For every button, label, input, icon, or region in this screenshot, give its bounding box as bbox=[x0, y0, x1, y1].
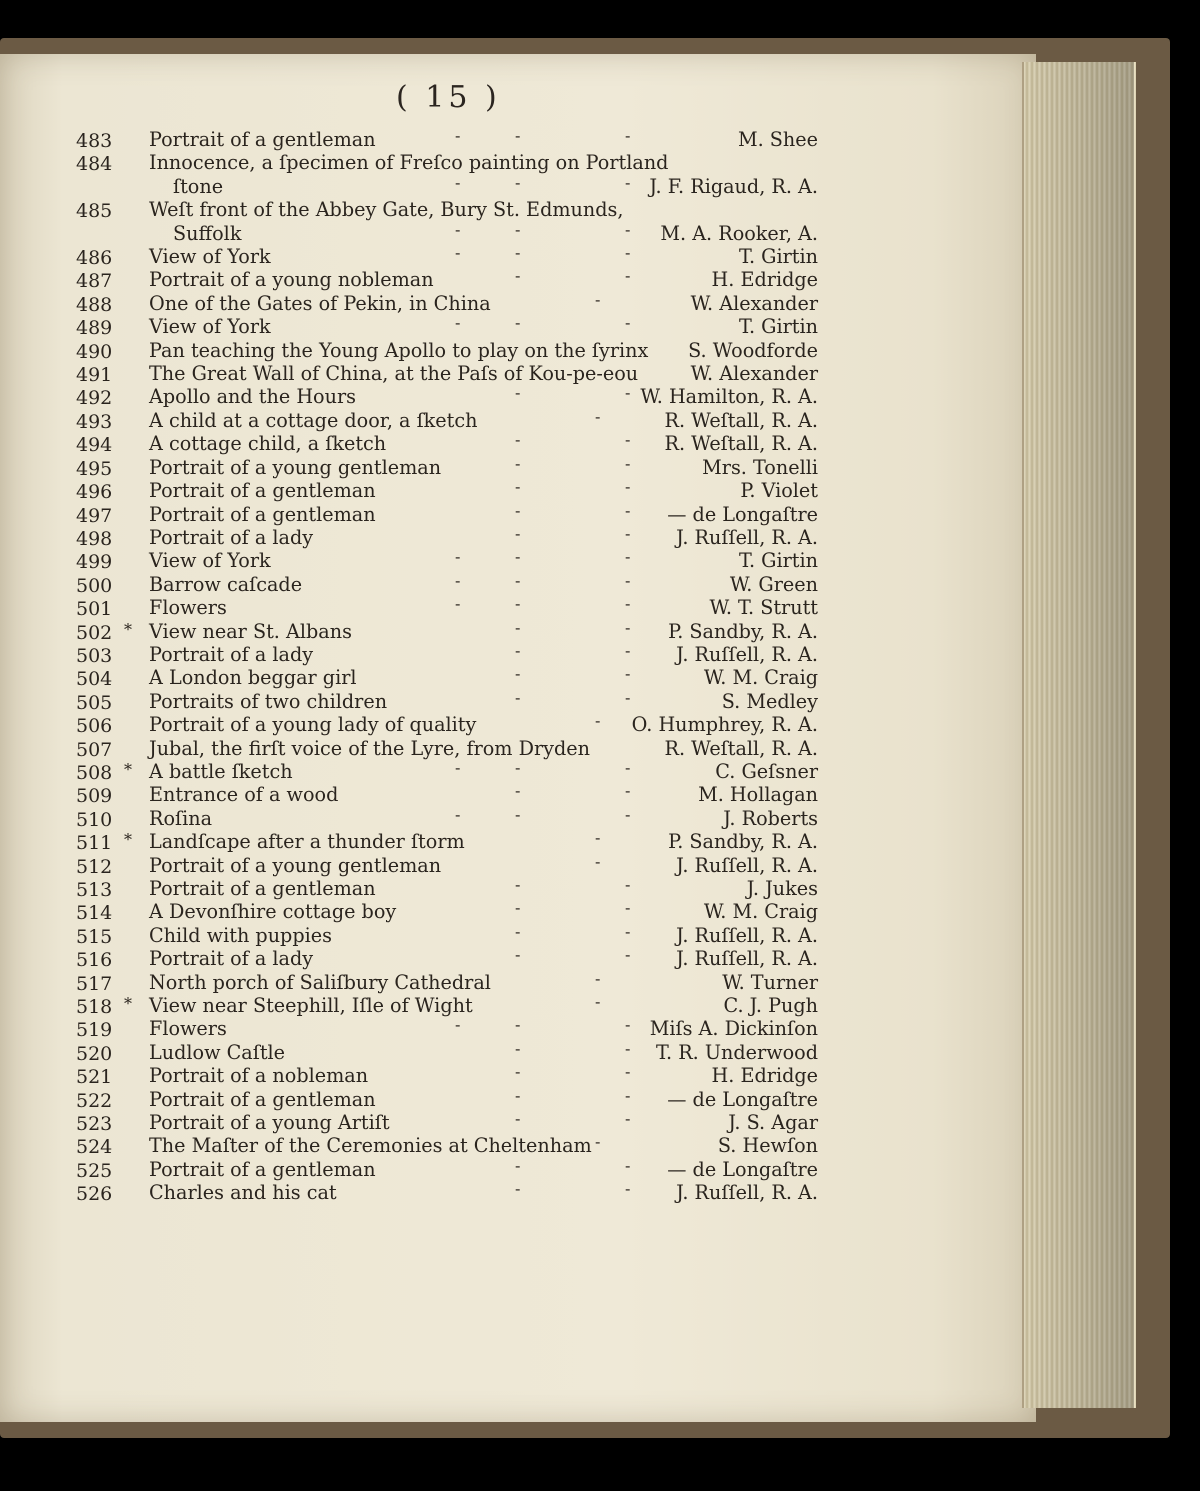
leader-dash: - bbox=[625, 757, 631, 777]
artist-name: M. Shee bbox=[737, 128, 818, 151]
leader-dash: - bbox=[595, 992, 601, 1012]
entry-number: 486 bbox=[76, 247, 113, 270]
catalogue-entry bbox=[0, 687, 1036, 714]
leader-dash: - bbox=[625, 640, 631, 660]
entry-number: 510 bbox=[76, 808, 113, 831]
leader-dash: - bbox=[625, 687, 631, 707]
leader-dash: - bbox=[625, 945, 631, 965]
leader-dash: - bbox=[515, 500, 521, 520]
entry-title: Landſcape after a thunder ſtorm bbox=[149, 830, 465, 854]
catalogue-entry bbox=[0, 617, 1036, 644]
artist-name: T. Girtin bbox=[738, 245, 818, 269]
entry-number: 522 bbox=[76, 1089, 113, 1112]
catalogue-entry bbox=[0, 1181, 1036, 1204]
leader-dash: - bbox=[625, 1155, 631, 1175]
leader-dash: - bbox=[515, 172, 521, 192]
entry-title: Portrait of a gentleman bbox=[149, 1087, 376, 1111]
leader-dash: - bbox=[625, 500, 631, 520]
leader-dash: - bbox=[515, 945, 521, 965]
leader-dash: - bbox=[515, 757, 521, 777]
entry-number: 492 bbox=[76, 387, 113, 410]
catalogue-entry bbox=[0, 804, 1036, 831]
leader-dash: - bbox=[625, 477, 631, 497]
entry-title: Weſt front of the Abbey Gate, Bury St. Edmunds, bbox=[149, 198, 624, 222]
catalogue-entry bbox=[0, 1111, 1036, 1134]
leader-dash: - bbox=[455, 219, 461, 239]
leader-dash: - bbox=[515, 523, 521, 543]
entry-number: 502 bbox=[76, 621, 113, 644]
leader-dash: - bbox=[625, 126, 631, 145]
catalogue-entry bbox=[0, 947, 1036, 970]
entry-title: View of York bbox=[149, 549, 271, 573]
entry-number: 495 bbox=[76, 457, 113, 480]
entry-title: A Devonſhire cottage boy bbox=[149, 900, 397, 924]
leader-dash: - bbox=[515, 570, 521, 590]
artist-name: J. Jukes bbox=[746, 877, 818, 900]
leader-dash: - bbox=[595, 968, 601, 988]
entry-title: Child with puppies bbox=[149, 923, 332, 947]
leader-dash: - bbox=[515, 594, 521, 614]
artist-name: S. Woodforde bbox=[688, 338, 818, 362]
leader-dash: - bbox=[515, 126, 521, 145]
leader-dash: - bbox=[515, 266, 521, 286]
artist-name: J. Ruſſell, R. A. bbox=[676, 642, 818, 666]
leader-dash: - bbox=[625, 219, 631, 239]
entry-title: Portrait of a gentleman bbox=[149, 502, 376, 526]
entry-title: Jubal, the firſt voice of the Lyre, from Dryden bbox=[149, 736, 590, 760]
catalogue-entry bbox=[0, 666, 1036, 689]
catalogue-entry bbox=[0, 737, 1036, 760]
artist-name: M. A. Rooker, A. bbox=[660, 221, 818, 245]
catalogue-entry bbox=[0, 830, 1036, 853]
entry-title: Suffolk bbox=[173, 221, 242, 245]
leader-dash: - bbox=[515, 430, 521, 450]
entry-number: 483 bbox=[76, 130, 113, 152]
leader-dash: - bbox=[515, 477, 521, 497]
catalogue-entry bbox=[0, 128, 1036, 151]
entry-number: 518 bbox=[76, 996, 113, 1019]
catalogue-entry bbox=[0, 268, 1036, 291]
entry-title: Portrait of a gentleman bbox=[149, 128, 376, 151]
catalogue-entry bbox=[0, 877, 1036, 900]
entry-title: Charles and his cat bbox=[149, 1181, 337, 1205]
entry-title: A cottage child, a ſketch bbox=[149, 432, 387, 456]
entry-number: 496 bbox=[76, 481, 113, 504]
leader-dash: - bbox=[625, 430, 631, 450]
leader-dash: - bbox=[625, 617, 631, 637]
entry-title: Portrait of a young nobleman bbox=[149, 268, 434, 292]
leader-dash: - bbox=[595, 289, 601, 309]
page-number: ( 15 ) bbox=[396, 80, 501, 115]
artist-name: P. Sandby, R. A. bbox=[668, 619, 818, 643]
entry-title: Barrow caſcade bbox=[149, 572, 303, 596]
entry-title: The Great Wall of China, at the Paſs of Kou-pe-eou bbox=[149, 362, 639, 386]
entry-number: 501 bbox=[76, 598, 113, 621]
leader-dash: - bbox=[455, 570, 461, 590]
leader-dash: - bbox=[515, 898, 521, 918]
artist-name: — de Longaſtre bbox=[667, 1157, 818, 1181]
catalogue-entry bbox=[0, 1155, 1036, 1182]
artist-name: R. Weſtall, R. A. bbox=[664, 736, 818, 760]
entry-title: View near St. Albans bbox=[149, 619, 352, 643]
artist-name: O. Humphrey, R. A. bbox=[631, 713, 818, 737]
leader-dash: - bbox=[625, 1109, 631, 1129]
artist-name: S. Medley bbox=[721, 689, 818, 713]
leader-dash: - bbox=[515, 383, 521, 403]
leader-dash: - bbox=[515, 640, 521, 660]
artist-name: J. Ruſſell, R. A. bbox=[676, 923, 818, 947]
leader-dash: - bbox=[515, 781, 521, 801]
entry-title: View near Steephill, Iſle of Wight bbox=[149, 994, 473, 1018]
catalogue-entry bbox=[0, 851, 1036, 878]
asterisk-mark: * bbox=[124, 830, 132, 850]
page-edges-shadow bbox=[1022, 62, 1134, 1408]
entry-title: Entrance of a wood bbox=[149, 783, 339, 807]
leader-dash: - bbox=[625, 1085, 631, 1105]
leader-dash: - bbox=[595, 406, 601, 426]
leader-dash: - bbox=[515, 1015, 521, 1035]
leader-dash: - bbox=[625, 1062, 631, 1082]
entry-number: 517 bbox=[76, 972, 113, 995]
leader-dash: - bbox=[625, 594, 631, 614]
entry-number: 498 bbox=[76, 527, 113, 550]
artist-name: J. Ruſſell, R. A. bbox=[676, 853, 818, 877]
leader-dash: - bbox=[455, 172, 461, 192]
leader-dash: - bbox=[455, 1015, 461, 1035]
entry-number: 505 bbox=[76, 691, 113, 714]
leader-dash: - bbox=[515, 453, 521, 473]
artist-name: J. F. Rigaud, R. A. bbox=[649, 174, 818, 198]
entry-number: 520 bbox=[76, 1042, 113, 1065]
artist-name: T. Girtin bbox=[738, 315, 818, 339]
catalogue-entry bbox=[0, 757, 1036, 784]
artist-name: W. Green bbox=[729, 572, 818, 596]
catalogue-entry bbox=[0, 523, 1036, 550]
entry-title: Portraits of two children bbox=[149, 689, 388, 713]
entry-number: 506 bbox=[76, 715, 113, 738]
leader-dash: - bbox=[515, 219, 521, 239]
entry-title: Portrait of a nobleman bbox=[149, 1064, 369, 1088]
leader-dash: - bbox=[515, 243, 521, 263]
entry-title: Portrait of a young gentleman bbox=[149, 455, 442, 479]
leader-dash: - bbox=[515, 875, 521, 894]
leader-dash: - bbox=[625, 313, 631, 333]
artist-name: R. Weſtall, R. A. bbox=[664, 432, 818, 456]
catalogue-entry bbox=[0, 994, 1036, 1017]
catalogue-entry bbox=[0, 432, 1036, 455]
entry-title: Pan teaching the Young Apollo to play on the ſyrinx bbox=[149, 338, 649, 362]
artist-name: M. Hollagan bbox=[698, 783, 818, 807]
catalogue-entry bbox=[0, 479, 1036, 502]
artist-name: T. R. Underwood bbox=[656, 1040, 818, 1064]
leader-dash: - bbox=[625, 804, 631, 824]
entry-number: 507 bbox=[76, 738, 113, 761]
catalogue-entry bbox=[0, 453, 1036, 480]
leader-dash: - bbox=[515, 1155, 521, 1175]
leader-dash: - bbox=[455, 313, 461, 333]
leader-dash: - bbox=[515, 1109, 521, 1129]
entry-title: Portrait of a young gentleman bbox=[149, 853, 442, 877]
entry-title: Apollo and the Hours bbox=[149, 385, 356, 409]
leader-dash: - bbox=[625, 664, 631, 684]
leader-dash: - bbox=[455, 594, 461, 614]
entry-number: 514 bbox=[76, 902, 113, 925]
artist-name: W. T. Strutt bbox=[709, 596, 818, 620]
entry-number: 485 bbox=[76, 200, 113, 223]
asterisk-mark: * bbox=[124, 759, 132, 779]
entry-title: A child at a cottage door, a ſketch bbox=[149, 408, 478, 432]
asterisk-mark: * bbox=[124, 619, 132, 639]
leader-dash: - bbox=[515, 617, 521, 637]
entry-number: 503 bbox=[76, 644, 113, 667]
leader-dash: - bbox=[595, 851, 601, 871]
leader-dash: - bbox=[515, 921, 521, 941]
entry-title: View of York bbox=[149, 245, 271, 269]
entry-number: 489 bbox=[76, 317, 113, 340]
artist-name: Mrs. Tonelli bbox=[702, 455, 818, 479]
artist-name: Miſs A. Dickinſon bbox=[649, 1017, 818, 1041]
entry-title: Flowers bbox=[149, 596, 227, 620]
entry-title: Portrait of a gentleman bbox=[149, 479, 376, 503]
leader-dash: - bbox=[515, 1085, 521, 1105]
catalogue-entry bbox=[0, 289, 1036, 316]
entry-number: 513 bbox=[76, 879, 113, 901]
catalogue-entry bbox=[0, 315, 1036, 338]
catalogue-entry bbox=[0, 362, 1036, 385]
leader-dash: - bbox=[625, 1179, 631, 1199]
artist-name: T. Girtin bbox=[738, 549, 818, 573]
entry-title: A London beggar girl bbox=[149, 666, 357, 690]
catalogue-entry bbox=[0, 339, 1036, 362]
entry-title: Innocence, a ſpecimen of Freſco painting on Portland bbox=[149, 151, 669, 175]
catalogue-entry bbox=[0, 219, 1036, 245]
leader-dash: - bbox=[625, 243, 631, 263]
artist-name: J. S. Agar bbox=[728, 1111, 818, 1135]
entry-number: 515 bbox=[76, 925, 113, 948]
catalogue-entry bbox=[0, 172, 1036, 198]
artist-name: W. Alexander bbox=[690, 291, 818, 315]
artist-name: H. Edridge bbox=[711, 1064, 818, 1088]
entry-number: 487 bbox=[76, 270, 113, 293]
catalogue-entry bbox=[0, 198, 1036, 221]
artist-name: S. Hewſon bbox=[717, 1134, 818, 1158]
leader-dash: - bbox=[515, 1038, 521, 1058]
leader-dash: - bbox=[625, 898, 631, 918]
leader-dash: - bbox=[625, 921, 631, 941]
entry-number: 525 bbox=[76, 1159, 113, 1182]
leader-dash: - bbox=[515, 1062, 521, 1082]
artist-name: W. Hamilton, R. A. bbox=[640, 385, 818, 409]
leader-dash: - bbox=[595, 711, 601, 731]
leader-dash: - bbox=[625, 1015, 631, 1035]
entry-number: 526 bbox=[76, 1183, 113, 1206]
asterisk-mark: * bbox=[124, 994, 132, 1014]
entry-title: Portrait of a lady bbox=[149, 947, 314, 971]
entry-number: 499 bbox=[76, 551, 113, 574]
entry-title: Portrait of a gentleman bbox=[149, 1157, 376, 1181]
entry-title: Ludlow Caſtle bbox=[149, 1040, 286, 1064]
entry-number: 521 bbox=[76, 1066, 113, 1089]
leader-dash: - bbox=[455, 243, 461, 263]
leader-dash: - bbox=[455, 547, 461, 567]
catalogue-entry bbox=[0, 783, 1036, 806]
entry-number: 497 bbox=[76, 504, 113, 527]
catalogue-entry bbox=[0, 1038, 1036, 1065]
entry-title: North porch of Saliſbury Cathedral bbox=[149, 970, 491, 994]
artist-name: H. Edridge bbox=[711, 268, 818, 292]
entry-number: 500 bbox=[76, 574, 113, 597]
entry-number: 524 bbox=[76, 1136, 113, 1159]
leader-dash: - bbox=[625, 1038, 631, 1058]
entry-number: 504 bbox=[76, 668, 113, 691]
entry-number: 491 bbox=[76, 364, 113, 387]
artist-name: J. Ruſſell, R. A. bbox=[676, 947, 818, 971]
artist-name: W. Turner bbox=[722, 970, 818, 994]
entry-number: 494 bbox=[76, 434, 113, 457]
leader-dash: - bbox=[515, 687, 521, 707]
entry-title: View of York bbox=[149, 315, 271, 339]
artist-name: P. Violet bbox=[740, 479, 818, 503]
leader-dash: - bbox=[625, 172, 631, 192]
entry-title: One of the Gates of Pekin, in China bbox=[149, 291, 491, 315]
catalogue-entry bbox=[0, 385, 1036, 408]
leader-dash: - bbox=[625, 547, 631, 567]
leader-dash: - bbox=[595, 1132, 601, 1152]
entry-title: Flowers bbox=[149, 1017, 227, 1041]
leader-dash: - bbox=[455, 804, 461, 824]
artist-name: W. M. Craig bbox=[703, 900, 818, 924]
artist-name: — de Longaſtre bbox=[667, 1087, 818, 1111]
catalogue-entry bbox=[0, 921, 1036, 948]
catalogue-entry bbox=[0, 1134, 1036, 1157]
entry-number: 508 bbox=[76, 761, 113, 784]
leader-dash: - bbox=[455, 757, 461, 777]
leader-dash: - bbox=[625, 875, 631, 894]
leader-dash: - bbox=[625, 453, 631, 473]
catalogue-entry bbox=[0, 596, 1036, 619]
catalogue-entry bbox=[0, 500, 1036, 527]
catalogue-entry bbox=[0, 968, 1036, 995]
entry-number: 488 bbox=[76, 293, 113, 316]
catalogue-entry bbox=[0, 570, 1036, 597]
entry-title: A battle ſketch bbox=[149, 759, 293, 783]
entry-title: ſtone bbox=[173, 174, 224, 198]
catalogue-entry bbox=[0, 900, 1036, 923]
catalogue-entry bbox=[0, 1085, 1036, 1112]
entry-number: 519 bbox=[76, 1019, 113, 1042]
catalogue-entry bbox=[0, 549, 1036, 572]
catalogue-entry bbox=[0, 713, 1036, 736]
catalogue-entry bbox=[0, 406, 1036, 433]
entry-title: The Maſter of the Ceremonies at Cheltenham bbox=[149, 1134, 592, 1158]
catalogue-entries bbox=[0, 128, 1036, 1205]
artist-name: W. M. Craig bbox=[703, 666, 818, 690]
catalogue-entry bbox=[0, 151, 1036, 174]
catalogue-entry bbox=[0, 1017, 1036, 1040]
entry-title: Roſina bbox=[149, 806, 213, 830]
artist-name: C. J. Pugh bbox=[723, 994, 818, 1018]
leader-dash: - bbox=[455, 126, 461, 145]
entry-title: Portrait of a young lady of quality bbox=[149, 713, 477, 737]
leader-dash: - bbox=[515, 804, 521, 824]
entry-number: 512 bbox=[76, 855, 113, 878]
leader-dash: - bbox=[625, 523, 631, 543]
entry-title: Portrait of a lady bbox=[149, 525, 314, 549]
leader-dash: - bbox=[515, 1179, 521, 1199]
entry-number: 511 bbox=[76, 832, 113, 855]
catalogue-entry bbox=[0, 640, 1036, 667]
artist-name: J. Roberts bbox=[723, 806, 818, 830]
entry-title: Portrait of a gentleman bbox=[149, 877, 376, 900]
leader-dash: - bbox=[625, 383, 631, 403]
leader-dash: - bbox=[625, 781, 631, 801]
leader-dash: - bbox=[625, 266, 631, 286]
artist-name: R. Weſtall, R. A. bbox=[664, 408, 818, 432]
artist-name: J. Ruſſell, R. A. bbox=[676, 525, 818, 549]
entry-number: 490 bbox=[76, 340, 113, 363]
catalogue-entry bbox=[0, 1064, 1036, 1087]
leader-dash: - bbox=[625, 570, 631, 590]
entry-number: 509 bbox=[76, 785, 113, 808]
entry-number: 493 bbox=[76, 410, 113, 433]
artist-name: J. Ruſſell, R. A. bbox=[676, 1181, 818, 1205]
leader-dash: - bbox=[595, 828, 601, 848]
entry-number: 484 bbox=[76, 153, 113, 176]
artist-name: W. Alexander bbox=[690, 362, 818, 386]
catalogue-entry bbox=[0, 245, 1036, 268]
artist-name: P. Sandby, R. A. bbox=[668, 830, 818, 854]
leader-dash: - bbox=[515, 547, 521, 567]
leader-dash: - bbox=[515, 313, 521, 333]
leader-dash: - bbox=[515, 664, 521, 684]
entry-title: Portrait of a lady bbox=[149, 642, 314, 666]
entry-number: 523 bbox=[76, 1113, 113, 1136]
artist-name: — de Longaſtre bbox=[667, 502, 818, 526]
entry-title: Portrait of a young Artiſt bbox=[149, 1111, 390, 1135]
artist-name: C. Geſsner bbox=[715, 759, 818, 783]
entry-number: 516 bbox=[76, 949, 113, 972]
